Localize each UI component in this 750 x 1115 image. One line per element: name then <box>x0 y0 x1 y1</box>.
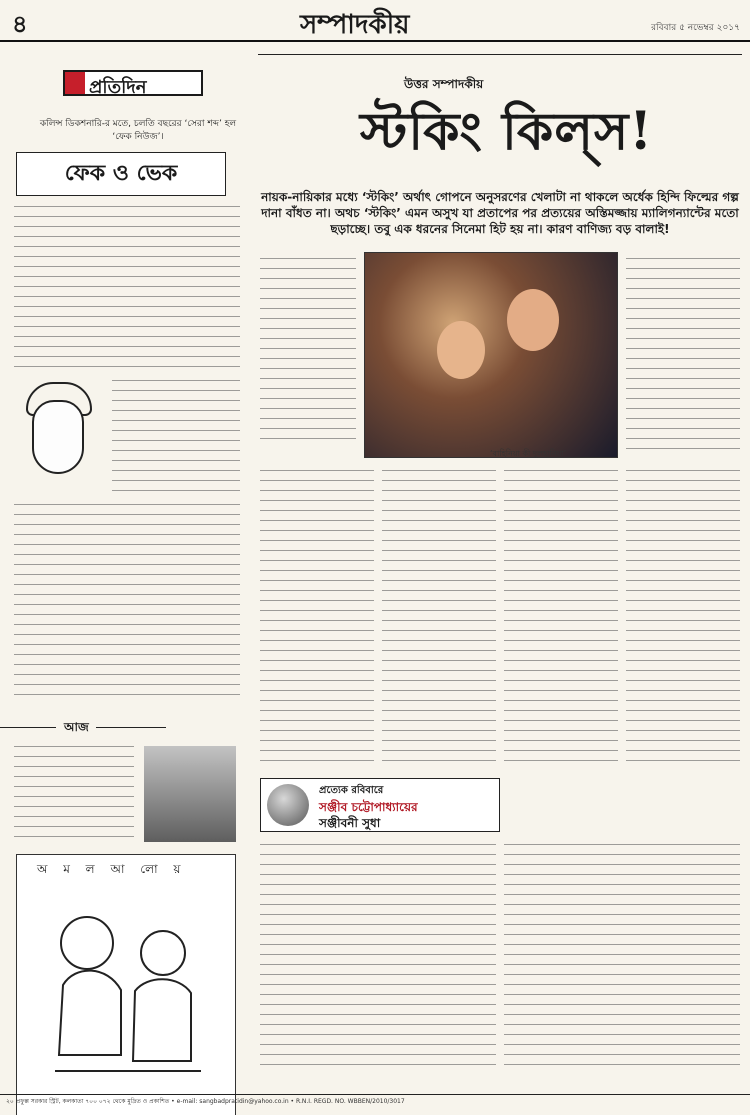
left-intro: কলিন্স ডিকশনারি-র মতে, চলতি বছরের ‘সেরা শব্দ’ হল ‘ফেক নিউজ’। <box>39 119 237 142</box>
left-headline: ফেক ও ভেক <box>16 152 226 196</box>
page-footer: ২০ প্রফুল্ল সরকার স্ট্রিট, কলকাতা ৭০০ ০৭২ থেকে মুদ্রিত ও প্রকাশিত • e-mail: sangbadpratidin@yahoo.co.in • R.N.I. REGD. NO. WBBEN/2010/3017 <box>0 1094 750 1115</box>
brand-name <box>89 73 146 104</box>
author-avatar <box>267 784 309 826</box>
photo-caption: ‘বাহিনিয়া কী দুলহানিয়া’ <box>490 449 567 458</box>
today-body-text <box>14 746 134 846</box>
main-col1-body-text <box>260 470 374 770</box>
musician-photo <box>144 746 236 842</box>
left-column <box>8 56 248 1086</box>
left-body-text <box>14 206 240 376</box>
main-headline: স্টকিং কিল্‌স! <box>360 101 654 162</box>
actor-face-icon <box>507 289 559 351</box>
trump-illustration <box>18 374 104 494</box>
brand-logo <box>63 70 203 96</box>
byline-column: সঞ্জীবনী সুধা <box>319 816 381 830</box>
actress-face-icon <box>437 321 485 379</box>
page-number: ৪ <box>12 9 28 38</box>
byline-label: প্রত্যেক রবিবারে <box>319 785 384 796</box>
byline-box <box>260 778 500 832</box>
main-col3-body-text <box>504 470 618 770</box>
date-line: রবিবার ৫ নভেম্বর ২০১৭ <box>651 23 740 33</box>
cartoon-illustration <box>35 895 215 1115</box>
cartoon-title: অ ম ল আ লো য় <box>37 862 187 876</box>
section-title: সম্পাদকীয় <box>300 10 410 40</box>
today-label: আজ <box>64 719 89 739</box>
page-header <box>0 0 750 42</box>
left-body-text-2 <box>112 380 240 500</box>
byline-author: সঞ্জীব চট্টোপাধ্যায়ের <box>319 800 418 814</box>
main-col2-body-text <box>382 470 496 770</box>
main-col1-top-text <box>260 258 356 448</box>
main-col4-body-text <box>626 470 740 770</box>
bottom-left-text <box>260 844 496 1074</box>
main-col-right-top-text <box>626 258 740 458</box>
left-body-text-3 <box>14 504 240 704</box>
bottom-right-text <box>504 844 740 1074</box>
main-top-rule <box>258 54 742 55</box>
brand-logo-mark <box>65 72 85 94</box>
main-kicker: উত্তর সম্পাদকীয় <box>404 77 484 91</box>
trump-face-icon <box>32 400 84 474</box>
main-subhead: নায়ক-নায়িকার মধ্যে ‘স্টকিং’ অর্থাৎ গোপনে অনুসরণের খেলাটা না থাকলে অর্ধেক হিন্দি ফিল্মের গল্প দানা বাঁধত না। অথচ ‘স্টকিং’ এমন অসুখ যা প্রতাপের পর প্রত্যয়ের অস্তিমজ্জায় ম্যালিগন্যান্টের মতো ছড়াচ্ছে। তবু এক ধরনের সিনেমা হিট হয় না। কারণ বাণিজ্য বড় বালাই! <box>261 190 739 236</box>
cartoon-box <box>16 854 236 1115</box>
film-still <box>364 252 618 458</box>
brand-name-text: প্রতিদিন <box>89 77 147 98</box>
